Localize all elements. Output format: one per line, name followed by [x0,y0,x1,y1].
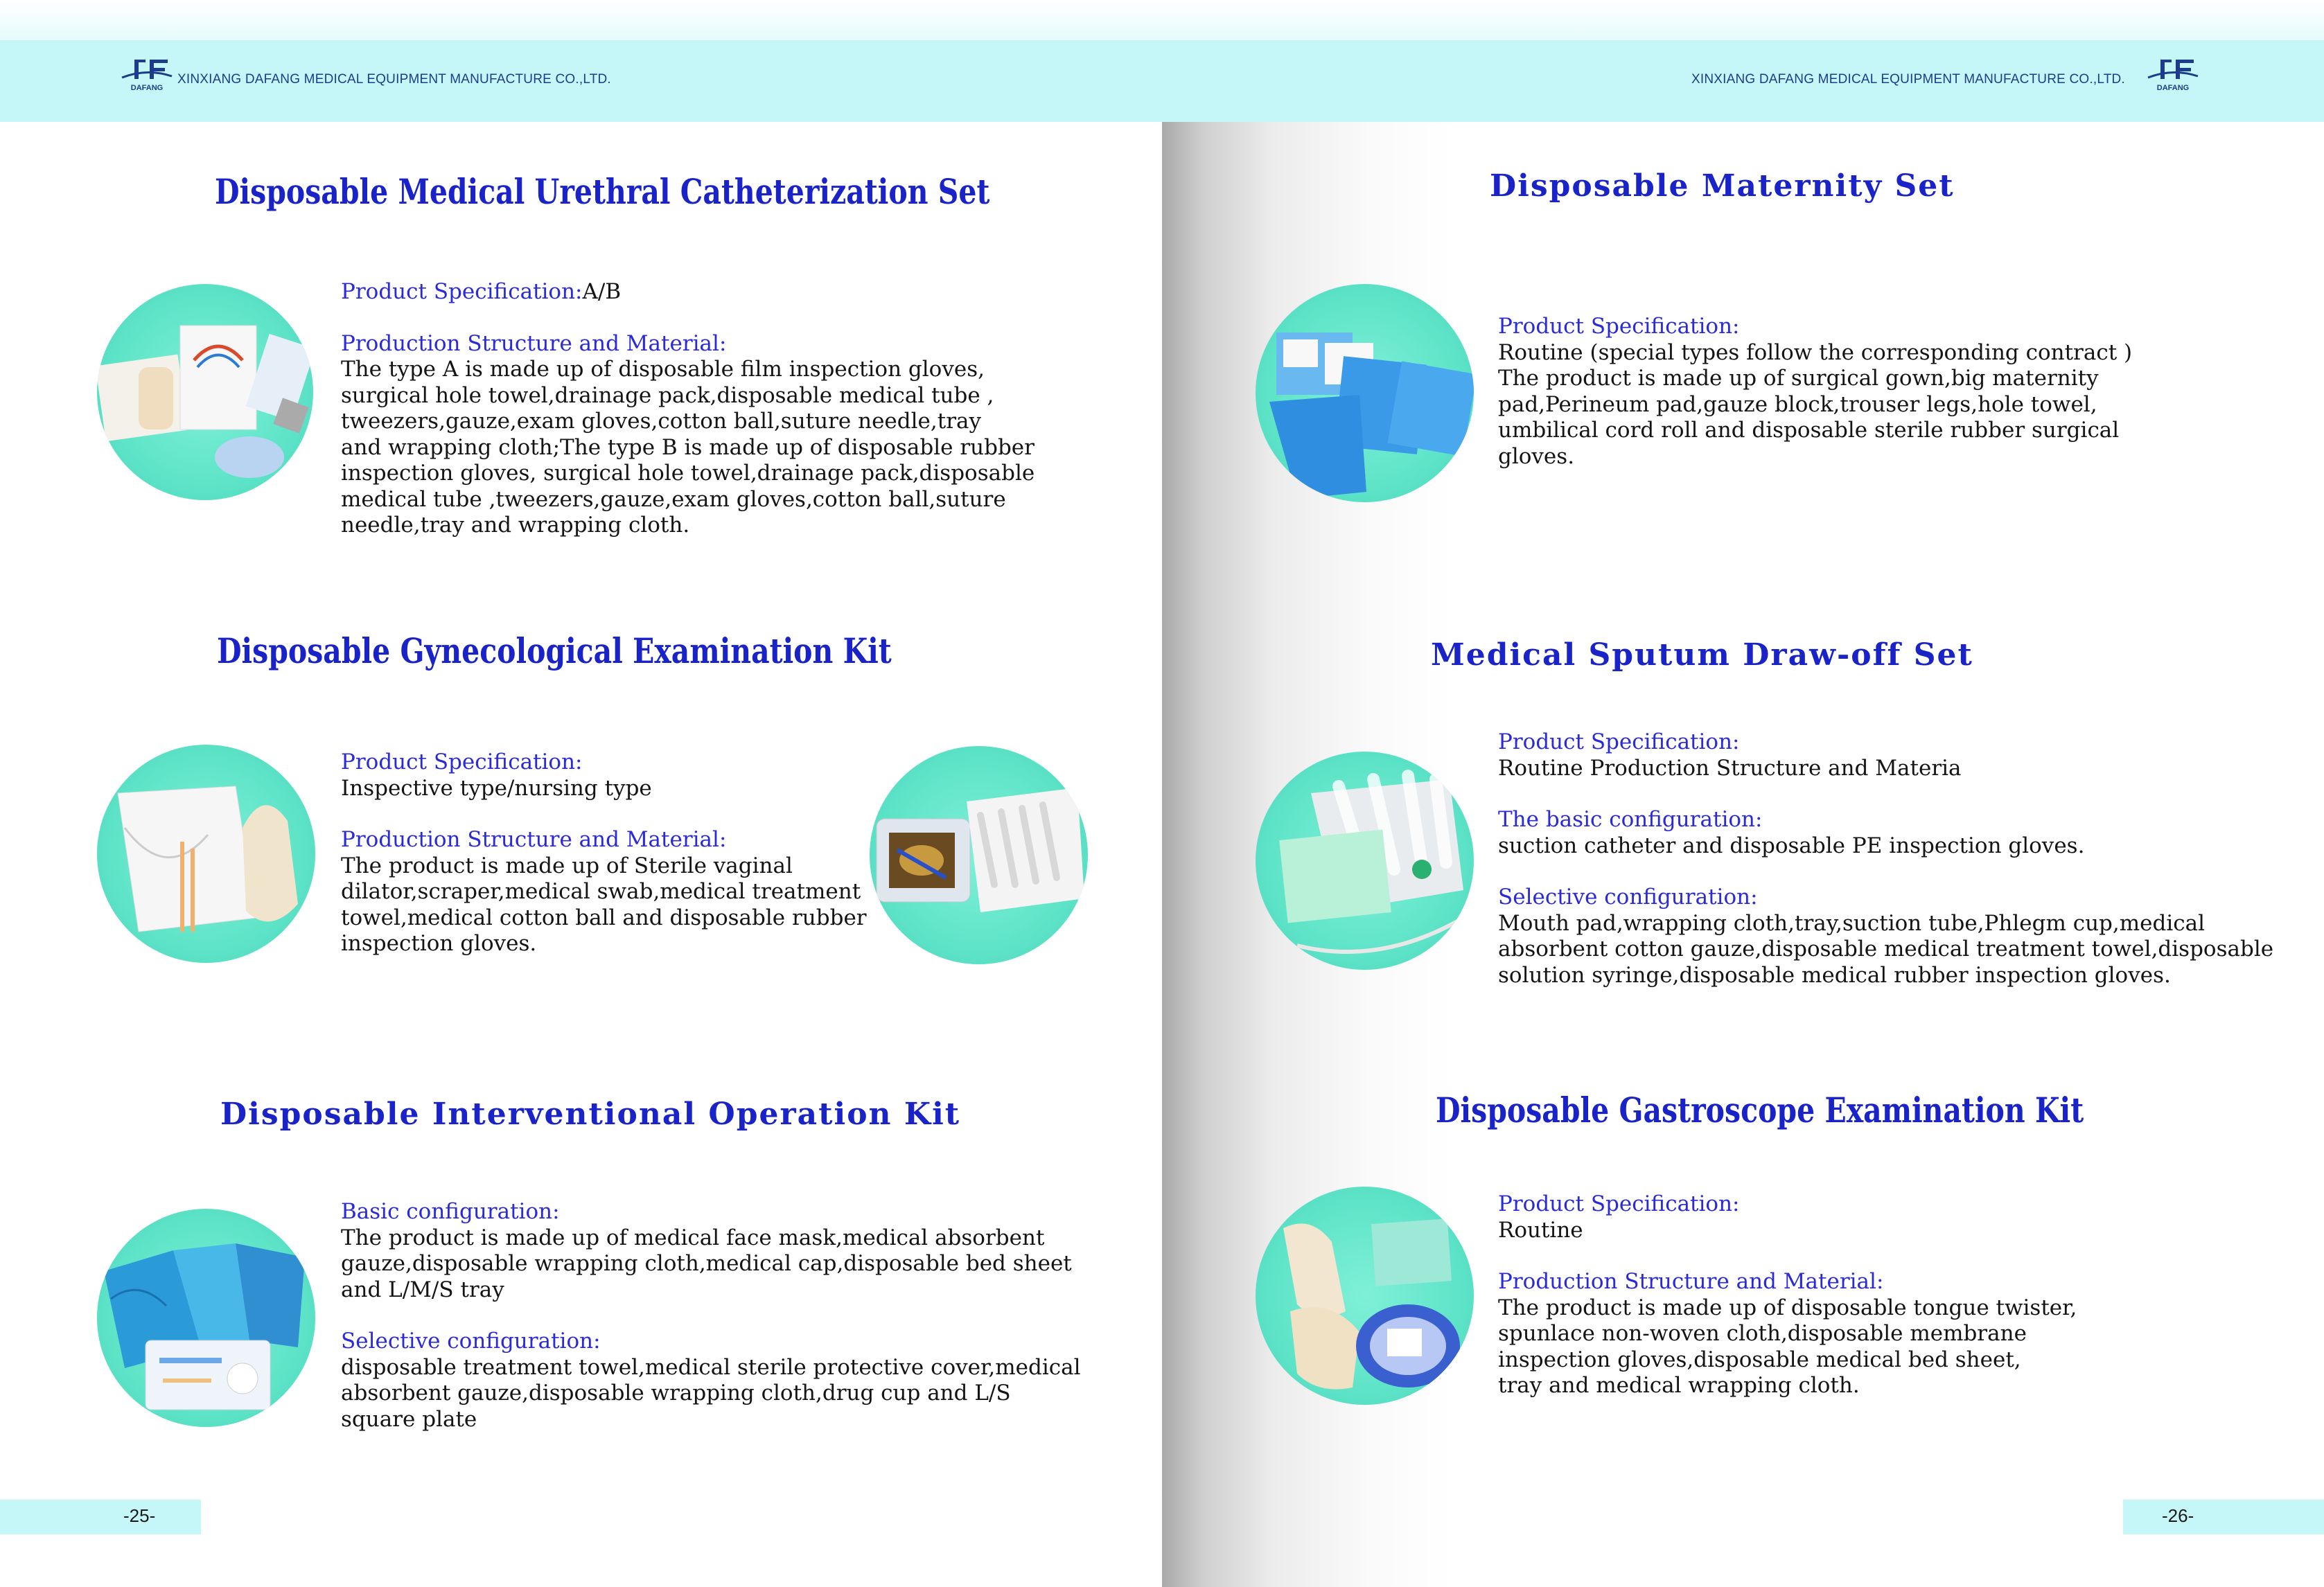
product-title: Medical Sputum Draw-off Set [1431,637,1973,673]
spec-label: Product Specification: [1498,729,1740,754]
text-line: suction catheter and disposable PE inspection gloves. [1498,833,2085,858]
text-line: square plate [341,1406,477,1432]
svg-text:DAFANG: DAFANG [130,84,164,92]
text-line: inspection gloves, surgical hole towel,drainage pack,disposable [341,461,1035,486]
spec-label: Product Specification: [1498,314,1740,339]
text-line: dilator,scraper,medical swab,medical treatment [341,879,861,904]
text-line: The product is made up of Sterile vaginal [341,853,793,878]
product-image [1256,1187,1474,1405]
text-line: disposable treatment towel,medical sterile protective cover,medical [341,1354,1081,1380]
text-line: towel,medical cotton ball and disposable rubber [341,905,867,930]
svg-text:DAFANG: DAFANG [2156,84,2190,92]
text-line: The product is made up of disposable tongue twister, [1498,1295,2077,1320]
product-title: Disposable Gastroscope Examination Kit [1436,1090,2084,1131]
basic-config-label: Basic configuration: [341,1199,560,1224]
text-line: pad,Perineum pad,gauze block,trouser legs,hole towel, [1498,391,2097,417]
product-description [341,1199,1081,1433]
selective-config-label: Selective configuration: [1498,885,1758,910]
text-line: inspection gloves,disposable medical bed sheet, [1498,1347,2021,1372]
product-description [341,279,1035,539]
page-number: -26- [2162,1505,2194,1526]
product-image [97,284,313,500]
footer-bar [2123,1500,2324,1534]
text-line: medical tube ,tweezers,gauze,exam gloves,cotton ball,suture [341,486,1006,512]
text-line: gloves. [1498,443,1575,469]
text-line: The product is made up of surgical gown,big maternity [1498,366,2099,391]
spec-label: Product Specification: [341,279,583,304]
text-line: and L/M/S tray [341,1277,504,1302]
text-line: tray and medical wrapping cloth. [1498,1373,1860,1398]
product-title: Disposable Interventional Operation Kit [220,1097,961,1132]
spec-label: Product Specification: [341,750,583,774]
text-line: The type A is made up of disposable film inspection gloves, [341,357,985,382]
page-right [1162,0,2324,1587]
spec-label: Product Specification: [1498,1191,1740,1216]
product-title: Disposable Medical Urethral Catheterization Set [215,171,990,212]
dafang-logo [2145,55,2201,94]
company-name: XINXIANG DAFANG MEDICAL EQUIPMENT MANUFACTURE CO.,LTD. [1691,72,2125,87]
text-line: inspection gloves. [341,931,537,956]
text-line: Mouth pad,wrapping cloth,tray,suction tube,Phlegm cup,medical [1498,910,2206,936]
structure-label: Production Structure and Material: [341,827,727,852]
product-title: Disposable Gynecological Examination Kit [217,630,892,671]
text-line: tweezers,gauze,exam gloves,cotton ball,suture needle,tray [341,409,982,434]
spec-value: Inspective type/nursing type [341,775,652,801]
text-line: needle,tray and wrapping cloth. [341,513,690,538]
text-line: spunlace non-woven cloth,disposable membrane [1498,1321,2027,1346]
footer-bar [0,1500,201,1534]
selective-config-label: Selective configuration: [341,1329,601,1354]
product-title: Disposable Maternity Set [1490,168,1955,204]
text-line: Routine (special types follow the corresponding contract ) [1498,339,2133,365]
basic-config-label: The basic configuration: [1498,807,1763,832]
text-line: umbilical cord roll and disposable sterile rubber surgical [1498,418,2120,443]
product-image [97,1209,315,1427]
structure-label: Production Structure and Material: [1498,1269,1884,1294]
product-description [1498,729,2273,988]
page-number: -25- [123,1505,156,1526]
structure-label: Production Structure and Material: [341,330,727,356]
footer [1162,1500,2324,1534]
product-image [1256,752,1474,970]
text-line: and wrapping cloth;The type B is made up of disposable rubber [341,434,1035,460]
dafang-logo [119,55,175,94]
spec-value: Routine Production Structure and Materia [1498,755,1962,781]
product-image [870,746,1088,964]
product-description [341,750,867,957]
spec-value: A/B [582,279,622,304]
product-description [1498,1191,2077,1399]
text-line: gauze,disposable wrapping cloth,medical cap,disposable bed sheet [341,1251,1072,1276]
text-line: solution syringe,disposable medical rubber inspection gloves. [1498,962,2171,988]
text-line: absorbent cotton gauze,disposable medical treatment towel,disposable [1498,937,2274,961]
text-line: The product is made up of medical face mask,medical absorbent [341,1225,1045,1250]
spec-value: Routine [1498,1217,1583,1243]
footer [0,1500,1162,1534]
product-image [97,745,315,963]
product-description [1498,314,2132,470]
text-line: absorbent gauze,disposable wrapping cloth,drug cup and L/S [341,1381,1011,1406]
product-image [1256,284,1474,502]
company-name: XINXIANG DAFANG MEDICAL EQUIPMENT MANUFACTURE CO.,LTD. [177,72,611,87]
text-line: surgical hole towel,drainage pack,disposable medical tube , [341,382,994,408]
